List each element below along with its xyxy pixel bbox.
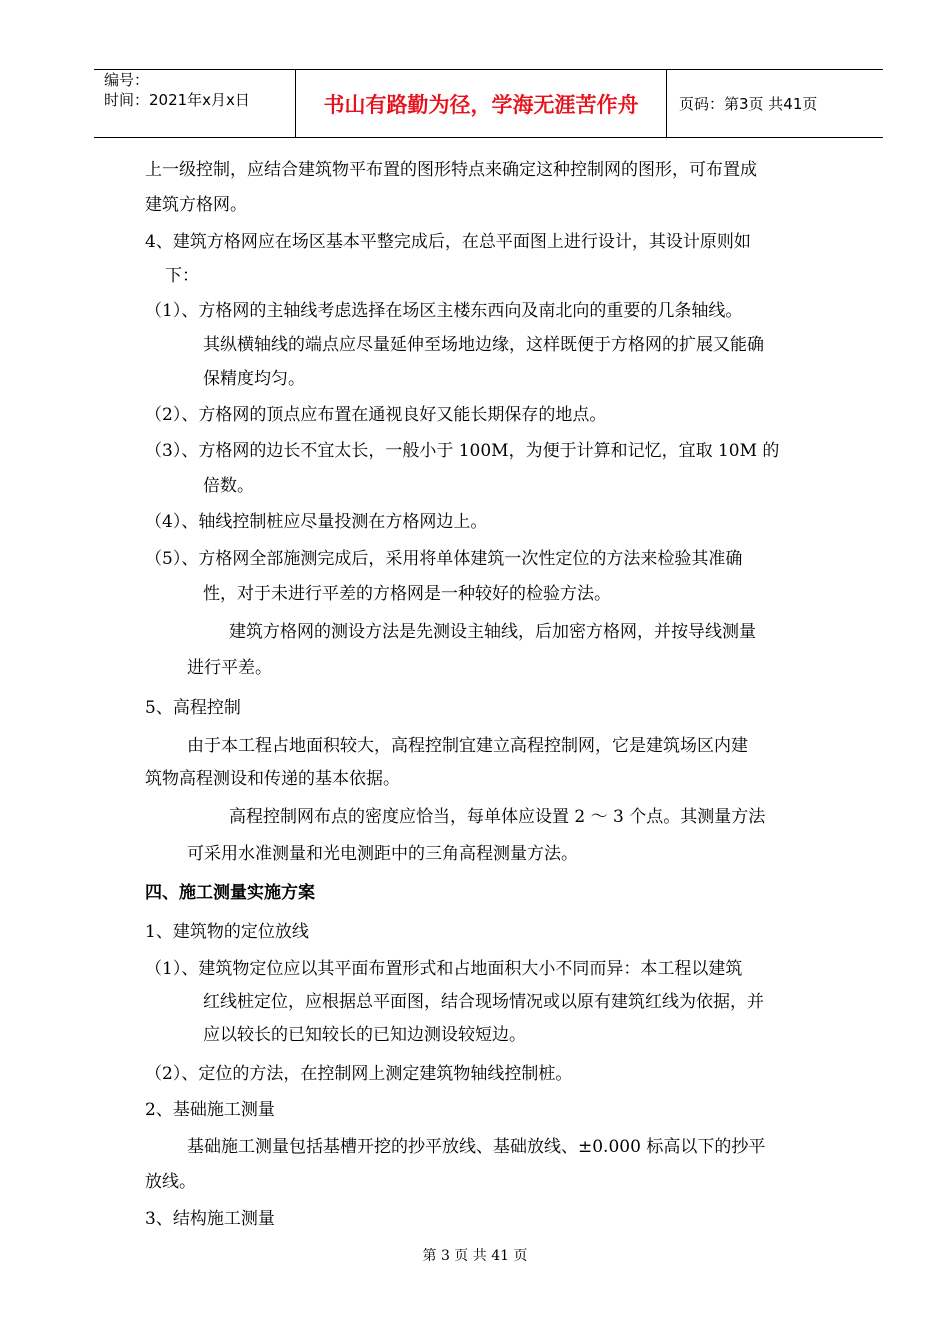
page-header	[94, 69, 883, 138]
chapter-heading: 四、施工测量实施方案	[145, 883, 315, 903]
body-line: 倍数。	[203, 476, 254, 496]
header-motto: 书山有路勤为径，学海无涯苦作舟	[323, 92, 639, 117]
body-line: （4）、轴线控制桩应尽量投测在方格网边上。	[145, 512, 488, 532]
body-line: 保精度均匀。	[203, 369, 305, 389]
body-line: 筑物高程测设和传递的基本依据。	[145, 769, 400, 789]
body-line: （3）、方格网的边长不宜太长，一般小于 100M，为便于计算和记忆，宜取 10M 的	[145, 441, 780, 461]
body-line: 应以较长的已知较长的已知边测设较短边。	[203, 1025, 526, 1045]
section-heading: 3、结构施工测量	[145, 1209, 275, 1229]
body-line: 放线。	[145, 1172, 196, 1192]
body-line: 性，对于未进行平差的方格网是一种较好的检验方法。	[203, 584, 611, 604]
body-line: （5）、方格网全部施测完成后，采用将单体建筑一次性定位的方法来检验其准确	[145, 549, 743, 569]
body-line: 上一级控制，应结合建筑物平布置的图形特点来确定这种控制网的图形，可布置成	[145, 160, 757, 180]
body-line: （1）、建筑物定位应以其平面布置形式和占地面积大小不同而异：本工程以建筑	[145, 959, 743, 979]
header-meta	[104, 70, 250, 110]
header-page-info: 页码：第3页 共41页	[679, 95, 818, 113]
body-line: 进行平差。	[187, 658, 272, 678]
body-line: 可采用水准测量和光电测距中的三角高程测量方法。	[187, 844, 578, 864]
body-line: 基础施工测量包括基槽开挖的抄平放线、基础放线、±0.000 标高以下的抄平	[187, 1137, 766, 1157]
body-line: 由于本工程占地面积较大，高程控制宜建立高程控制网，它是建筑场区内建	[187, 736, 748, 756]
section-heading: 5、高程控制	[145, 698, 241, 718]
body-line: 建筑方格网。	[145, 195, 247, 215]
document-date: 时间：2021年x月x日	[104, 91, 250, 109]
body-line: 下：	[165, 266, 199, 286]
body-line: 其纵横轴线的端点应尽量延伸至场地边缘，这样既便于方格网的扩展又能确	[203, 335, 764, 355]
body-line: （2）、定位的方法，在控制网上测定建筑物轴线控制桩。	[145, 1064, 573, 1084]
page-footer: 第 3 页 共 41 页	[422, 1248, 528, 1264]
section-heading: 2、基础施工测量	[145, 1100, 275, 1120]
body-line: 高程控制网布点的密度应恰当，每单体应设置 2 ～ 3 个点。其测量方法	[229, 807, 766, 827]
document-number-label: 编号：	[104, 71, 150, 89]
body-line: 建筑方格网的测设方法是先测设主轴线，后加密方格网，并按导线测量	[229, 622, 756, 642]
section-heading: 1、建筑物的定位放线	[145, 922, 309, 942]
body-line: （2）、方格网的顶点应布置在通视良好又能长期保存的地点。	[145, 405, 607, 425]
body-line: （1）、方格网的主轴线考虑选择在场区主楼东西向及南北向的重要的几条轴线。	[145, 301, 743, 321]
body-line: 4、建筑方格网应在场区基本平整完成后，在总平面图上进行设计，其设计原则如	[145, 232, 751, 252]
body-line: 红线桩定位，应根据总平面图，结合现场情况或以原有建筑红线为依据，并	[203, 992, 764, 1012]
